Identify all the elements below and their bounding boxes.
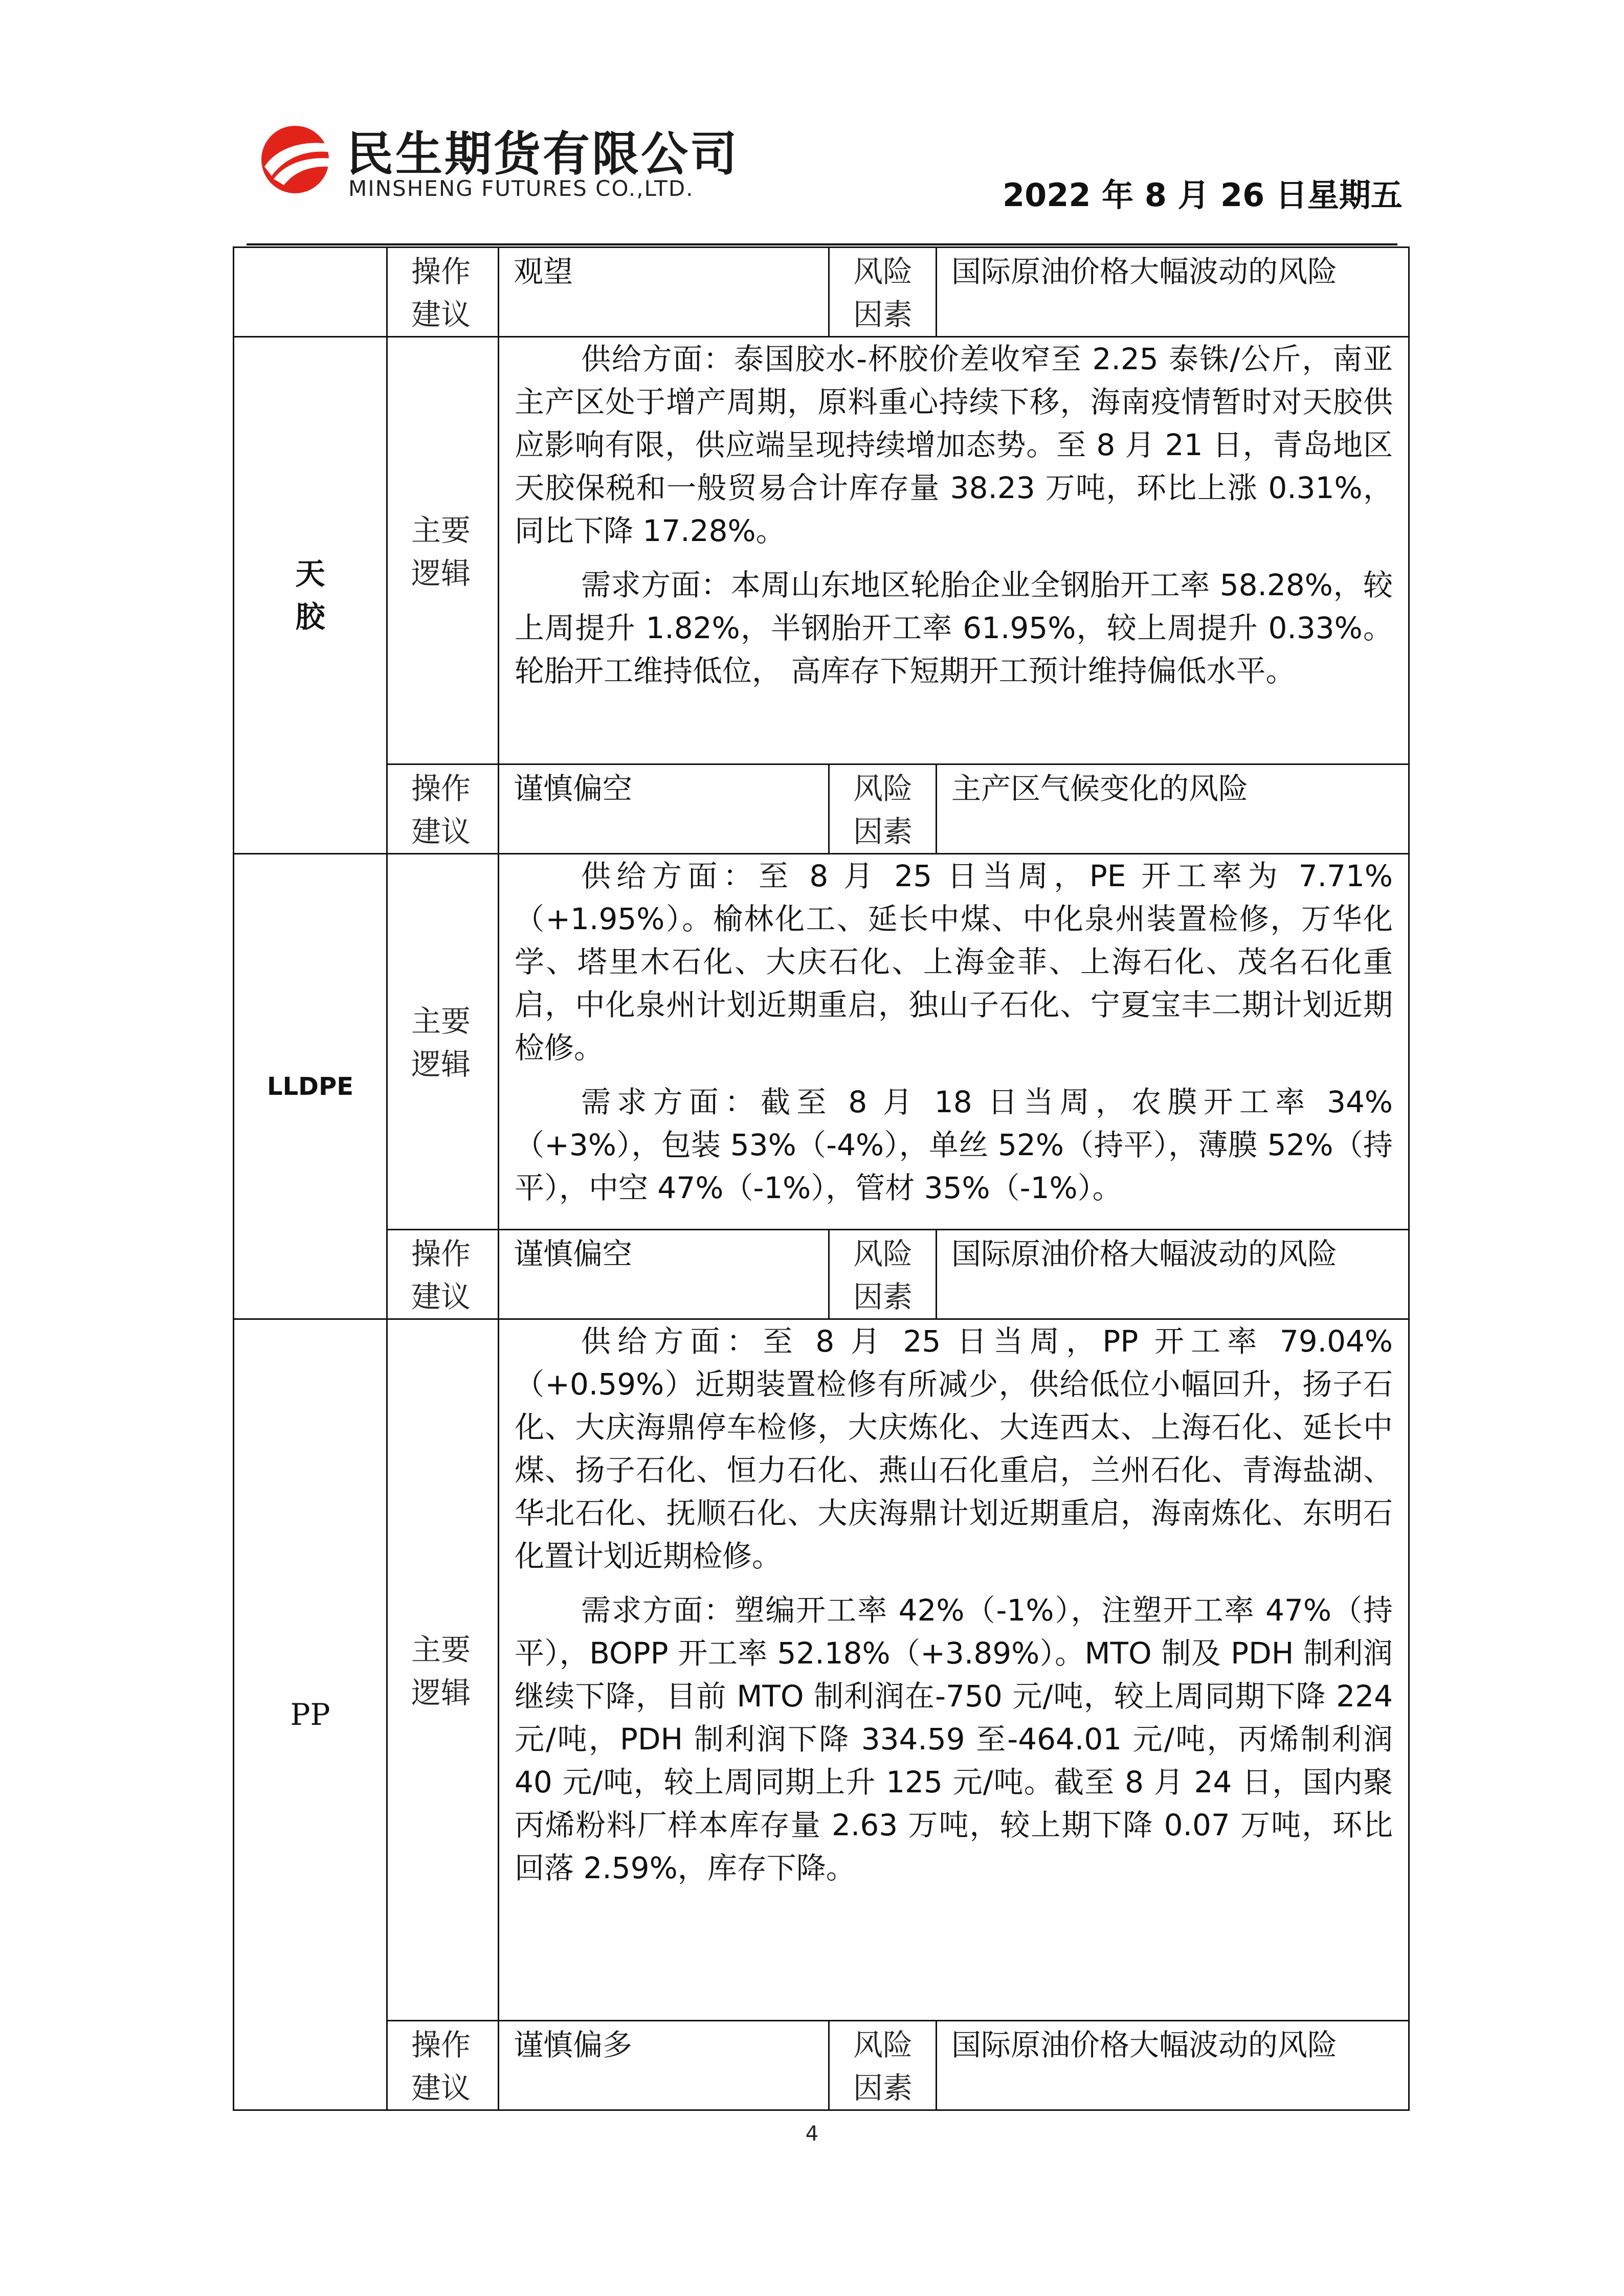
op-label: 操作 建议 bbox=[387, 764, 499, 854]
risk-value: 主产区气候变化的风险 bbox=[937, 764, 1409, 854]
lldpe-supply: 供给方面：至 8 月 25 日当周，PE 开工率为 7.71%（+1.95%）。榆林化工、延长中煤、中化泉州装置检修，万华化学、塔里木石化、大庆石化、上海金菲、上海石化、茂名石化重启，中化泉州计划近期重启，独山子石化、宁夏宝丰二期计划近期检修。 bbox=[515, 859, 1393, 1065]
pp-logic bbox=[499, 1319, 1409, 2021]
commodity-table bbox=[233, 246, 1410, 2111]
rubber-logic-row bbox=[234, 337, 1409, 764]
logic-label: 主要 逻辑 bbox=[387, 854, 499, 1230]
lldpe-demand: 需求方面：截至 8 月 18 日当周，农膜开工率 34%（+3%），包装 53%（-4%），单丝 52%（持平），薄膜 52%（持平），中空 47%（-1%），管材 35%（-1%）。 bbox=[515, 1085, 1393, 1205]
pp-logic-row bbox=[234, 1319, 1409, 2021]
op-label: 操作 建议 bbox=[387, 1230, 499, 1319]
product-cell-empty bbox=[234, 247, 387, 337]
rubber-logic bbox=[499, 337, 1409, 764]
logo-mark-icon bbox=[258, 123, 335, 194]
page-number: 4 bbox=[805, 2122, 819, 2146]
risk-label: 风险 因素 bbox=[829, 2021, 937, 2110]
rubber-supply: 供给方面：泰国胶水-杯胶价差收窄至 2.25 泰铢/公斤，南亚主产区处于增产周期，原料重心持续下移，海南疫情暂时对天胶供应影响有限，供应端呈现持续增加态势。至 8 月 21 日，青岛地区天胶保税和一般贸易合计库存量 38.23 万吨，环比上涨 0.31%，同比下降 17.28%。 bbox=[515, 342, 1393, 548]
company-name-cn: 民生期货有限公司 bbox=[346, 127, 740, 182]
pp-suggestion-row bbox=[234, 2021, 1409, 2110]
op-label: 操作 建议 bbox=[387, 247, 499, 337]
pp-demand: 需求方面：塑编开工率 42%（-1%），注塑开工率 47%（持平），BOPP 开工率 52.18%（+3.89%）。MTO 制及 PDH 制利润继续下降，目前 MTO 制利润在-750 元/吨，较上周同期下降 224 元/吨，PDH 制利润下降 334.59 至-464.01 元/吨，丙烯制利润 40 元/吨，较上周同期上升 125 元/吨。截至 8 月 24 日，国内聚丙烯粉料厂样本库存量 2.63 万吨，较上期下降 0.07 万吨，环比回落 2.59%，库存下降。 bbox=[515, 1593, 1393, 1885]
risk-label: 风险 因素 bbox=[829, 247, 937, 337]
logic-label: 主要 逻辑 bbox=[387, 1319, 499, 2021]
risk-label: 风险 因素 bbox=[829, 764, 937, 854]
op-value: 谨慎偏空 bbox=[499, 1230, 829, 1319]
rubber-suggestion-row bbox=[234, 764, 1409, 854]
risk-value: 国际原油价格大幅波动的风险 bbox=[937, 247, 1409, 337]
risk-value: 国际原油价格大幅波动的风险 bbox=[937, 2021, 1409, 2110]
lldpe-logic-row bbox=[234, 854, 1409, 1230]
product-rubber: 天 胶 bbox=[234, 337, 387, 854]
pp-supply: 供给方面：至 8 月 25 日当周，PP 开工率 79.04%（+0.59%）近期装置检修有所减少，供给低位小幅回升，扬子石化、大庆海鼎停车检修，大庆炼化、大连西太、上海石化、延长中煤、扬子石化、恒力石化、燕山石化重启，兰州石化、青海盐湖、华北石化、抚顺石化、大庆海鼎计划近期重启，海南炼化、东明石化置计划近期检修。 bbox=[515, 1324, 1393, 1573]
op-value: 谨慎偏多 bbox=[499, 2021, 829, 2110]
lldpe-logic bbox=[499, 854, 1409, 1230]
rubber-demand: 需求方面：本周山东地区轮胎企业全钢胎开工率 58.28%，较上周提升 1.82%，半钢胎开工率 61.95%，较上周提升 0.33%。轮胎开工维持低位， 高库存下短期开工预计维持偏低水平。 bbox=[515, 568, 1393, 688]
company-logo bbox=[258, 112, 749, 210]
logic-label: 主要 逻辑 bbox=[387, 337, 499, 764]
top-suggestion-row bbox=[234, 247, 1409, 337]
report-date: 2022 年 8 月 26 日星期五 bbox=[1003, 176, 1403, 214]
header-rule bbox=[247, 243, 1397, 245]
op-value: 谨慎偏空 bbox=[499, 764, 829, 854]
company-name-en: MINSHENG FUTURES CO.,LTD. bbox=[348, 176, 694, 201]
risk-value: 国际原油价格大幅波动的风险 bbox=[937, 1230, 1409, 1319]
product-lldpe: LLDPE bbox=[234, 854, 387, 1319]
op-value: 观望 bbox=[499, 247, 829, 337]
risk-label: 风险 因素 bbox=[829, 1230, 937, 1319]
op-label: 操作 建议 bbox=[387, 2021, 499, 2110]
product-pp: PP bbox=[234, 1319, 387, 2110]
lldpe-suggestion-row bbox=[234, 1230, 1409, 1319]
